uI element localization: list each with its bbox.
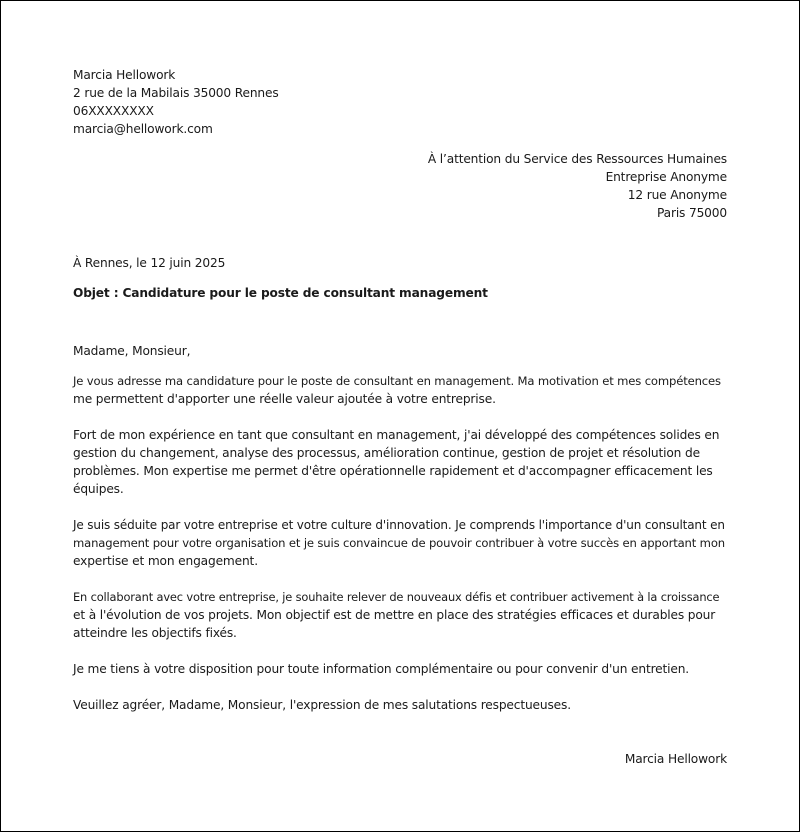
signature-name: Marcia Hellowork	[624, 752, 727, 766]
recipient-street: 12 rue Anonyme	[627, 188, 727, 202]
sender-name: Marcia Hellowork	[73, 68, 176, 82]
paragraph-line: équipes.	[73, 482, 124, 496]
paragraph-line: Je vous adresse ma candidature pour le poste de consultant en management. Ma motivation et mes compétences	[73, 374, 721, 388]
sender-address: 2 rue de la Mabilais 35000 Rennes	[73, 86, 279, 100]
paragraph-line: expertise et mon engagement.	[73, 554, 258, 568]
paragraph-line: management pour votre organisation et je suis convaincue de pouvoir contribuer à votre succès en apportant mon	[73, 536, 725, 550]
body-paragraph	[73, 588, 727, 642]
paragraph-line: et à l'évolution de vos projets. Mon objectif est de mettre en place des stratégies efficaces et durables pour	[73, 608, 716, 622]
sender-email: marcia@hellowork.com	[73, 122, 213, 136]
recipient-company: Entreprise Anonyme	[605, 170, 727, 184]
paragraph-line: Je me tiens à votre disposition pour toute information complémentaire ou pour convenir d'un entretien.	[73, 662, 690, 676]
paragraph-line: me permettent d'apporter une réelle valeur ajoutée à votre entreprise.	[73, 392, 496, 406]
body-paragraph	[73, 660, 727, 678]
date-line: À Rennes, le 12 juin 2025	[73, 256, 226, 270]
closing-formula: Veuillez agréer, Madame, Monsieur, l'expression de mes salutations respectueuses.	[73, 698, 571, 712]
paragraph-line: problèmes. Mon expertise me permet d'être opérationnelle rapidement et d'accompagner efficacement les	[73, 464, 713, 478]
recipient-attention: À l’attention du Service des Ressources Humaines	[427, 152, 727, 166]
paragraph-line: En collaborant avec votre entreprise, je souhaite relever de nouveaux défis et contribuer activement à la croissance	[73, 590, 720, 604]
recipient-city: Paris 75000	[656, 206, 727, 220]
body-paragraph	[73, 426, 727, 498]
paragraph-line: Je suis séduite par votre entreprise et votre culture d'innovation. Je comprends l'importance d'un consultant en	[73, 518, 725, 532]
body-paragraph	[73, 372, 727, 408]
sender-phone: 06XXXXXXXX	[73, 104, 154, 118]
recipient-block	[73, 150, 727, 222]
paragraph-line: gestion du changement, analyse des processus, amélioration continue, gestion de projet et résolution de	[73, 446, 700, 460]
sender-block	[73, 66, 727, 138]
paragraph-line: Fort de mon expérience en tant que consultant en management, j'ai développé des compétences solides en	[73, 428, 720, 442]
salutation: Madame, Monsieur,	[73, 344, 191, 358]
paragraph-line: atteindre les objectifs fixés.	[73, 626, 237, 640]
subject-line: Objet : Candidature pour le poste de consultant management	[73, 286, 488, 300]
body-paragraph	[73, 516, 727, 570]
